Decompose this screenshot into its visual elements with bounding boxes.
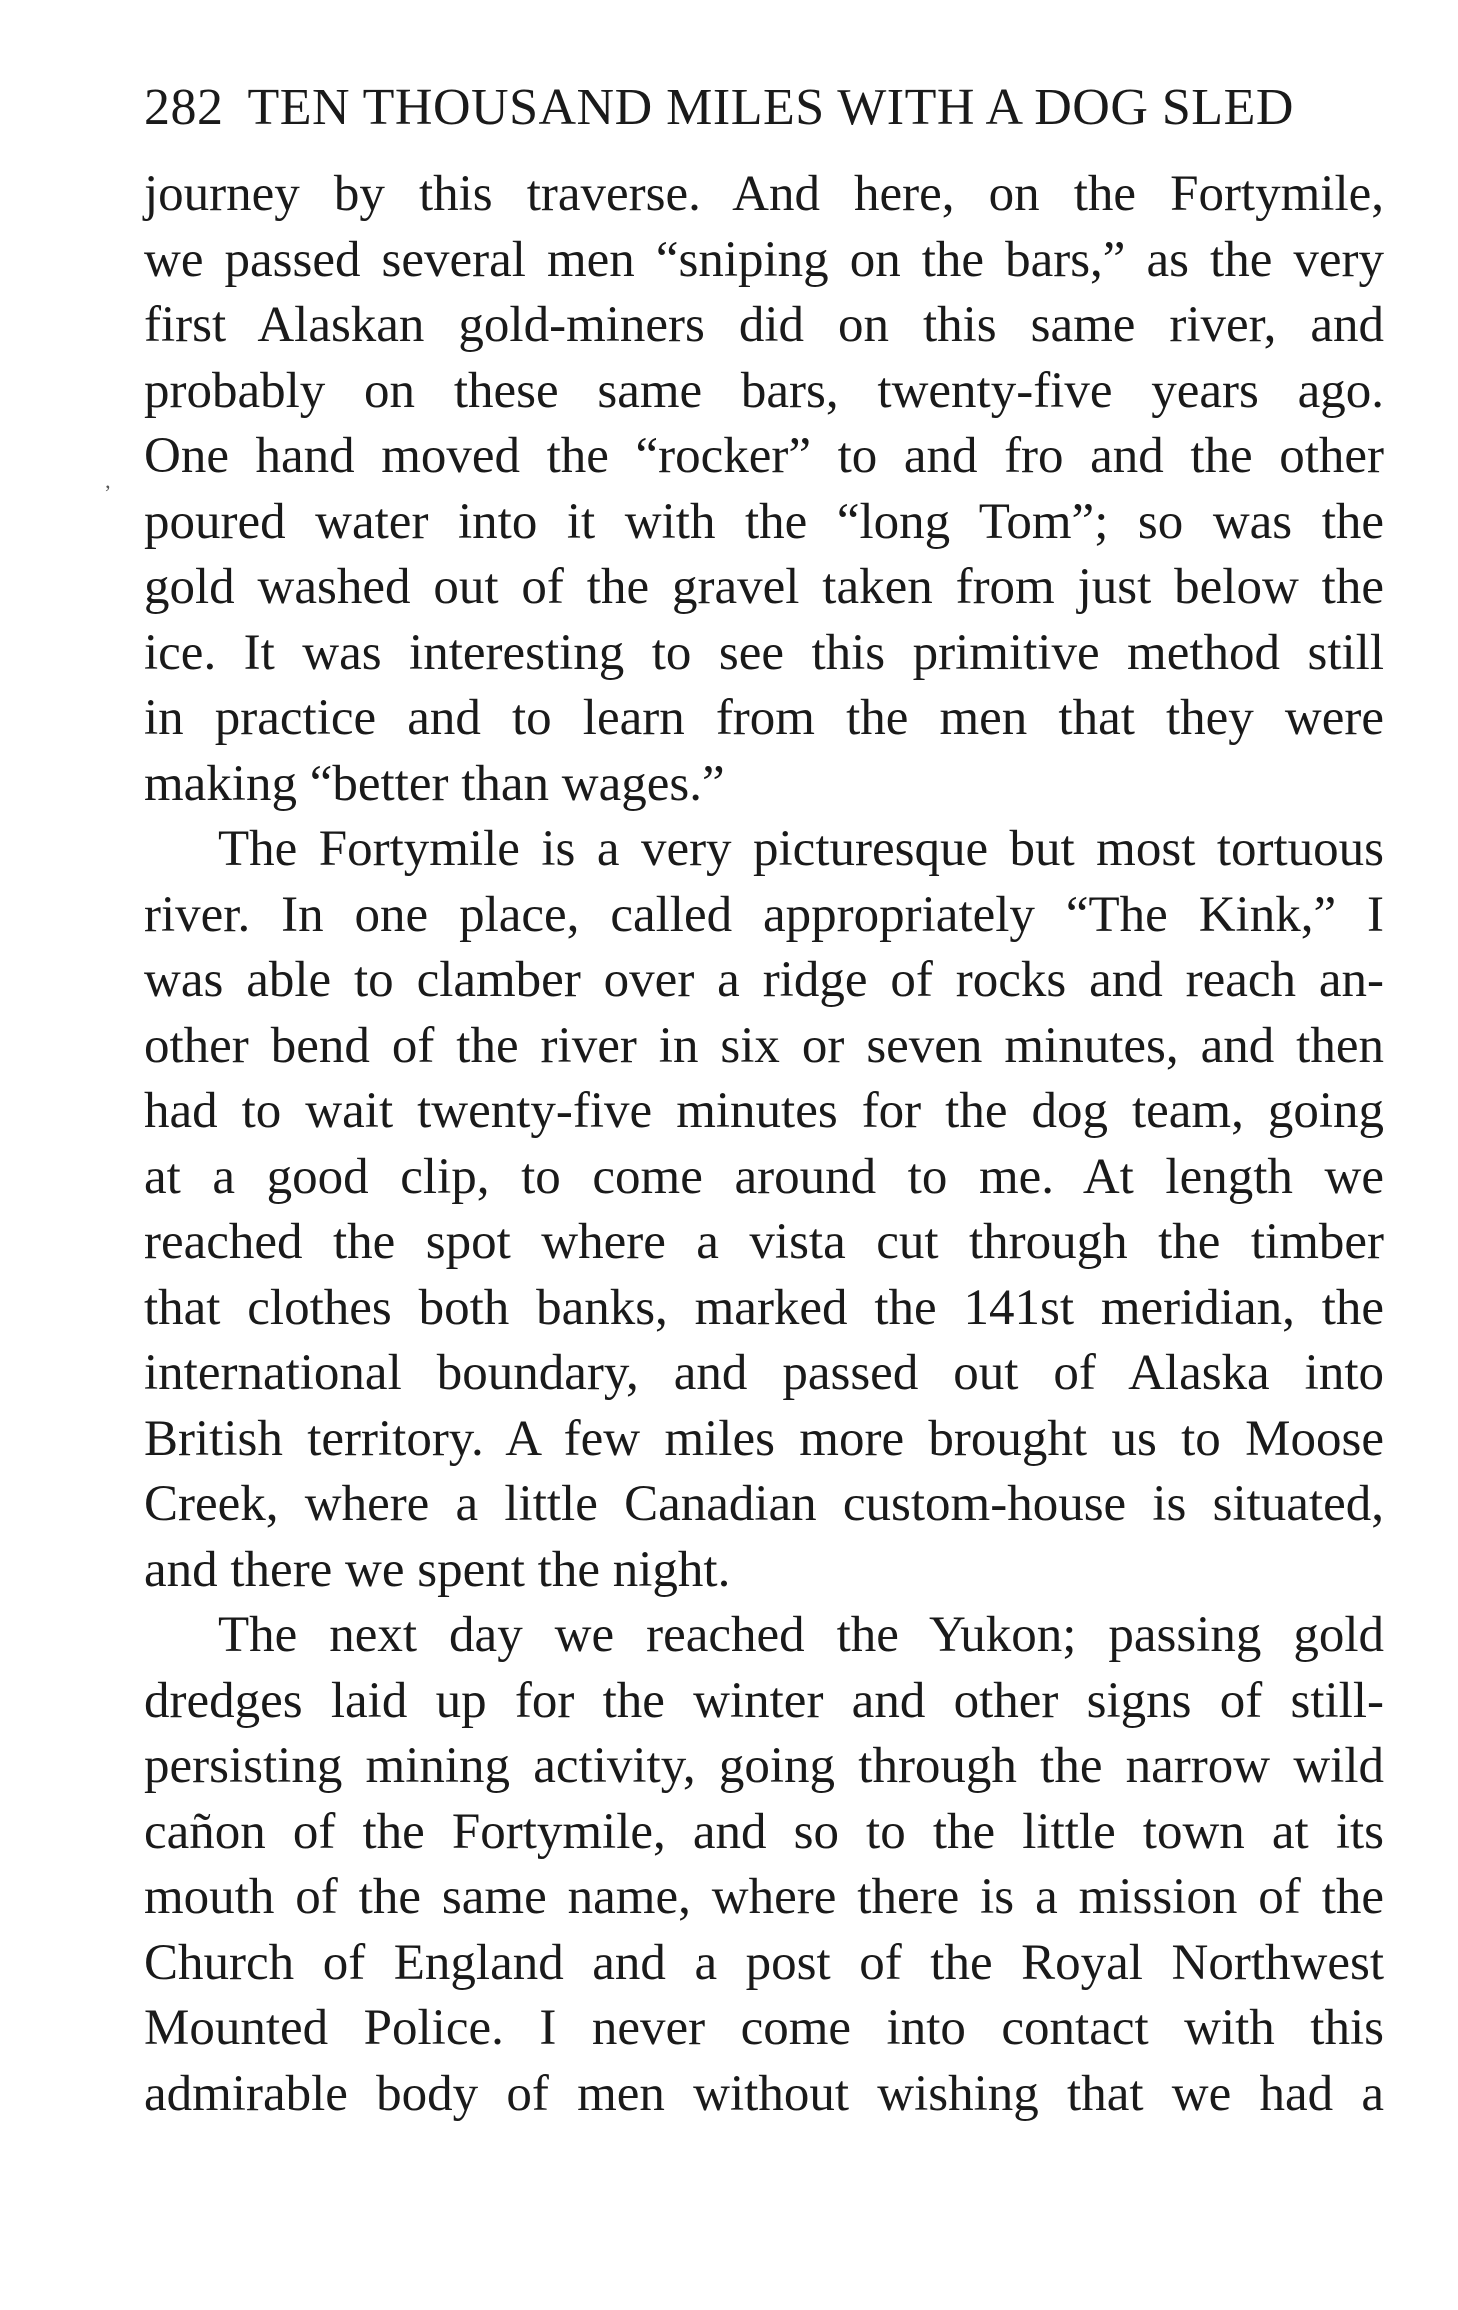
text-line: international boundary, and passed out of Alaska into — [144, 1345, 1384, 1401]
text-line: reached the spot where a vista cut through the timber — [144, 1214, 1384, 1270]
text-line: at a good clip, to come around to me. At length we — [144, 1148, 1384, 1205]
text-line: British territory. A few miles more brought us to Moose — [144, 1410, 1384, 1467]
running-head — [144, 78, 1344, 138]
text-line: in practice and to learn from the men that they were — [144, 690, 1384, 746]
text-line: gold washed out of the gravel taken from just below the — [144, 559, 1384, 615]
paragraph-2 — [144, 817, 1384, 1603]
text-line: mouth of the same name, where there is a mission of the — [144, 1869, 1384, 1925]
margin-mark: ’ — [104, 480, 112, 505]
text-line: persisting mining activity, going through the narrow wild — [144, 1738, 1384, 1794]
text-line: making “better than wages.” — [144, 755, 725, 812]
text-line: Creek, where a little Canadian custom-house is situated, — [144, 1476, 1384, 1532]
text-line: admirable body of men without wishing that we had a — [144, 2065, 1384, 2122]
text-line: ice. It was interesting to see this primitive method still — [144, 624, 1384, 681]
text-line: we passed several men “sniping on the bars,” as the very — [144, 231, 1384, 288]
text-line: dredges laid up for the winter and other signs of still- — [144, 1672, 1384, 1729]
text-line: river. In one place, called appropriately “The Kink,” I — [144, 886, 1384, 943]
paragraph-1 — [144, 162, 1384, 817]
text-line: that clothes both banks, marked the 141st meridian, the — [144, 1279, 1384, 1336]
text-line: first Alaskan gold-miners did on this same river, and — [144, 297, 1384, 353]
text-line: cañon of the Fortymile, and so to the little town at its — [144, 1803, 1384, 1860]
text-line: other bend of the river in six or seven minutes, and then — [144, 1017, 1384, 1074]
text-line: poured water into it with the “long Tom”; so was the — [144, 493, 1384, 550]
text-line: and there we spent the night. — [144, 1541, 731, 1598]
body-text — [144, 162, 1384, 2127]
text-line: was able to clamber over a ridge of rocks and reach an- — [144, 952, 1384, 1008]
text-line: Church of England and a post of the Royal Northwest — [144, 1934, 1384, 1991]
text-line: journey by this traverse. And here, on the Fortymile, — [144, 166, 1384, 222]
page-number: 282 — [144, 79, 224, 136]
text-line: One hand moved the “rocker” to and fro and the other — [144, 428, 1384, 484]
running-title: TEN THOUSAND MILES WITH A DOG SLED — [247, 79, 1294, 136]
text-line: The next day we reached the Yukon; passing gold — [218, 1607, 1384, 1663]
paragraph-3 — [144, 1603, 1384, 2127]
text-line: probably on these same bars, twenty-five years ago. — [144, 362, 1384, 419]
text-line: Mounted Police. I never come into contact with this — [144, 2000, 1384, 2056]
text-line: had to wait twenty-five minutes for the dog team, going — [144, 1083, 1384, 1139]
text-line: The Fortymile is a very picturesque but most tortuous — [218, 821, 1384, 877]
